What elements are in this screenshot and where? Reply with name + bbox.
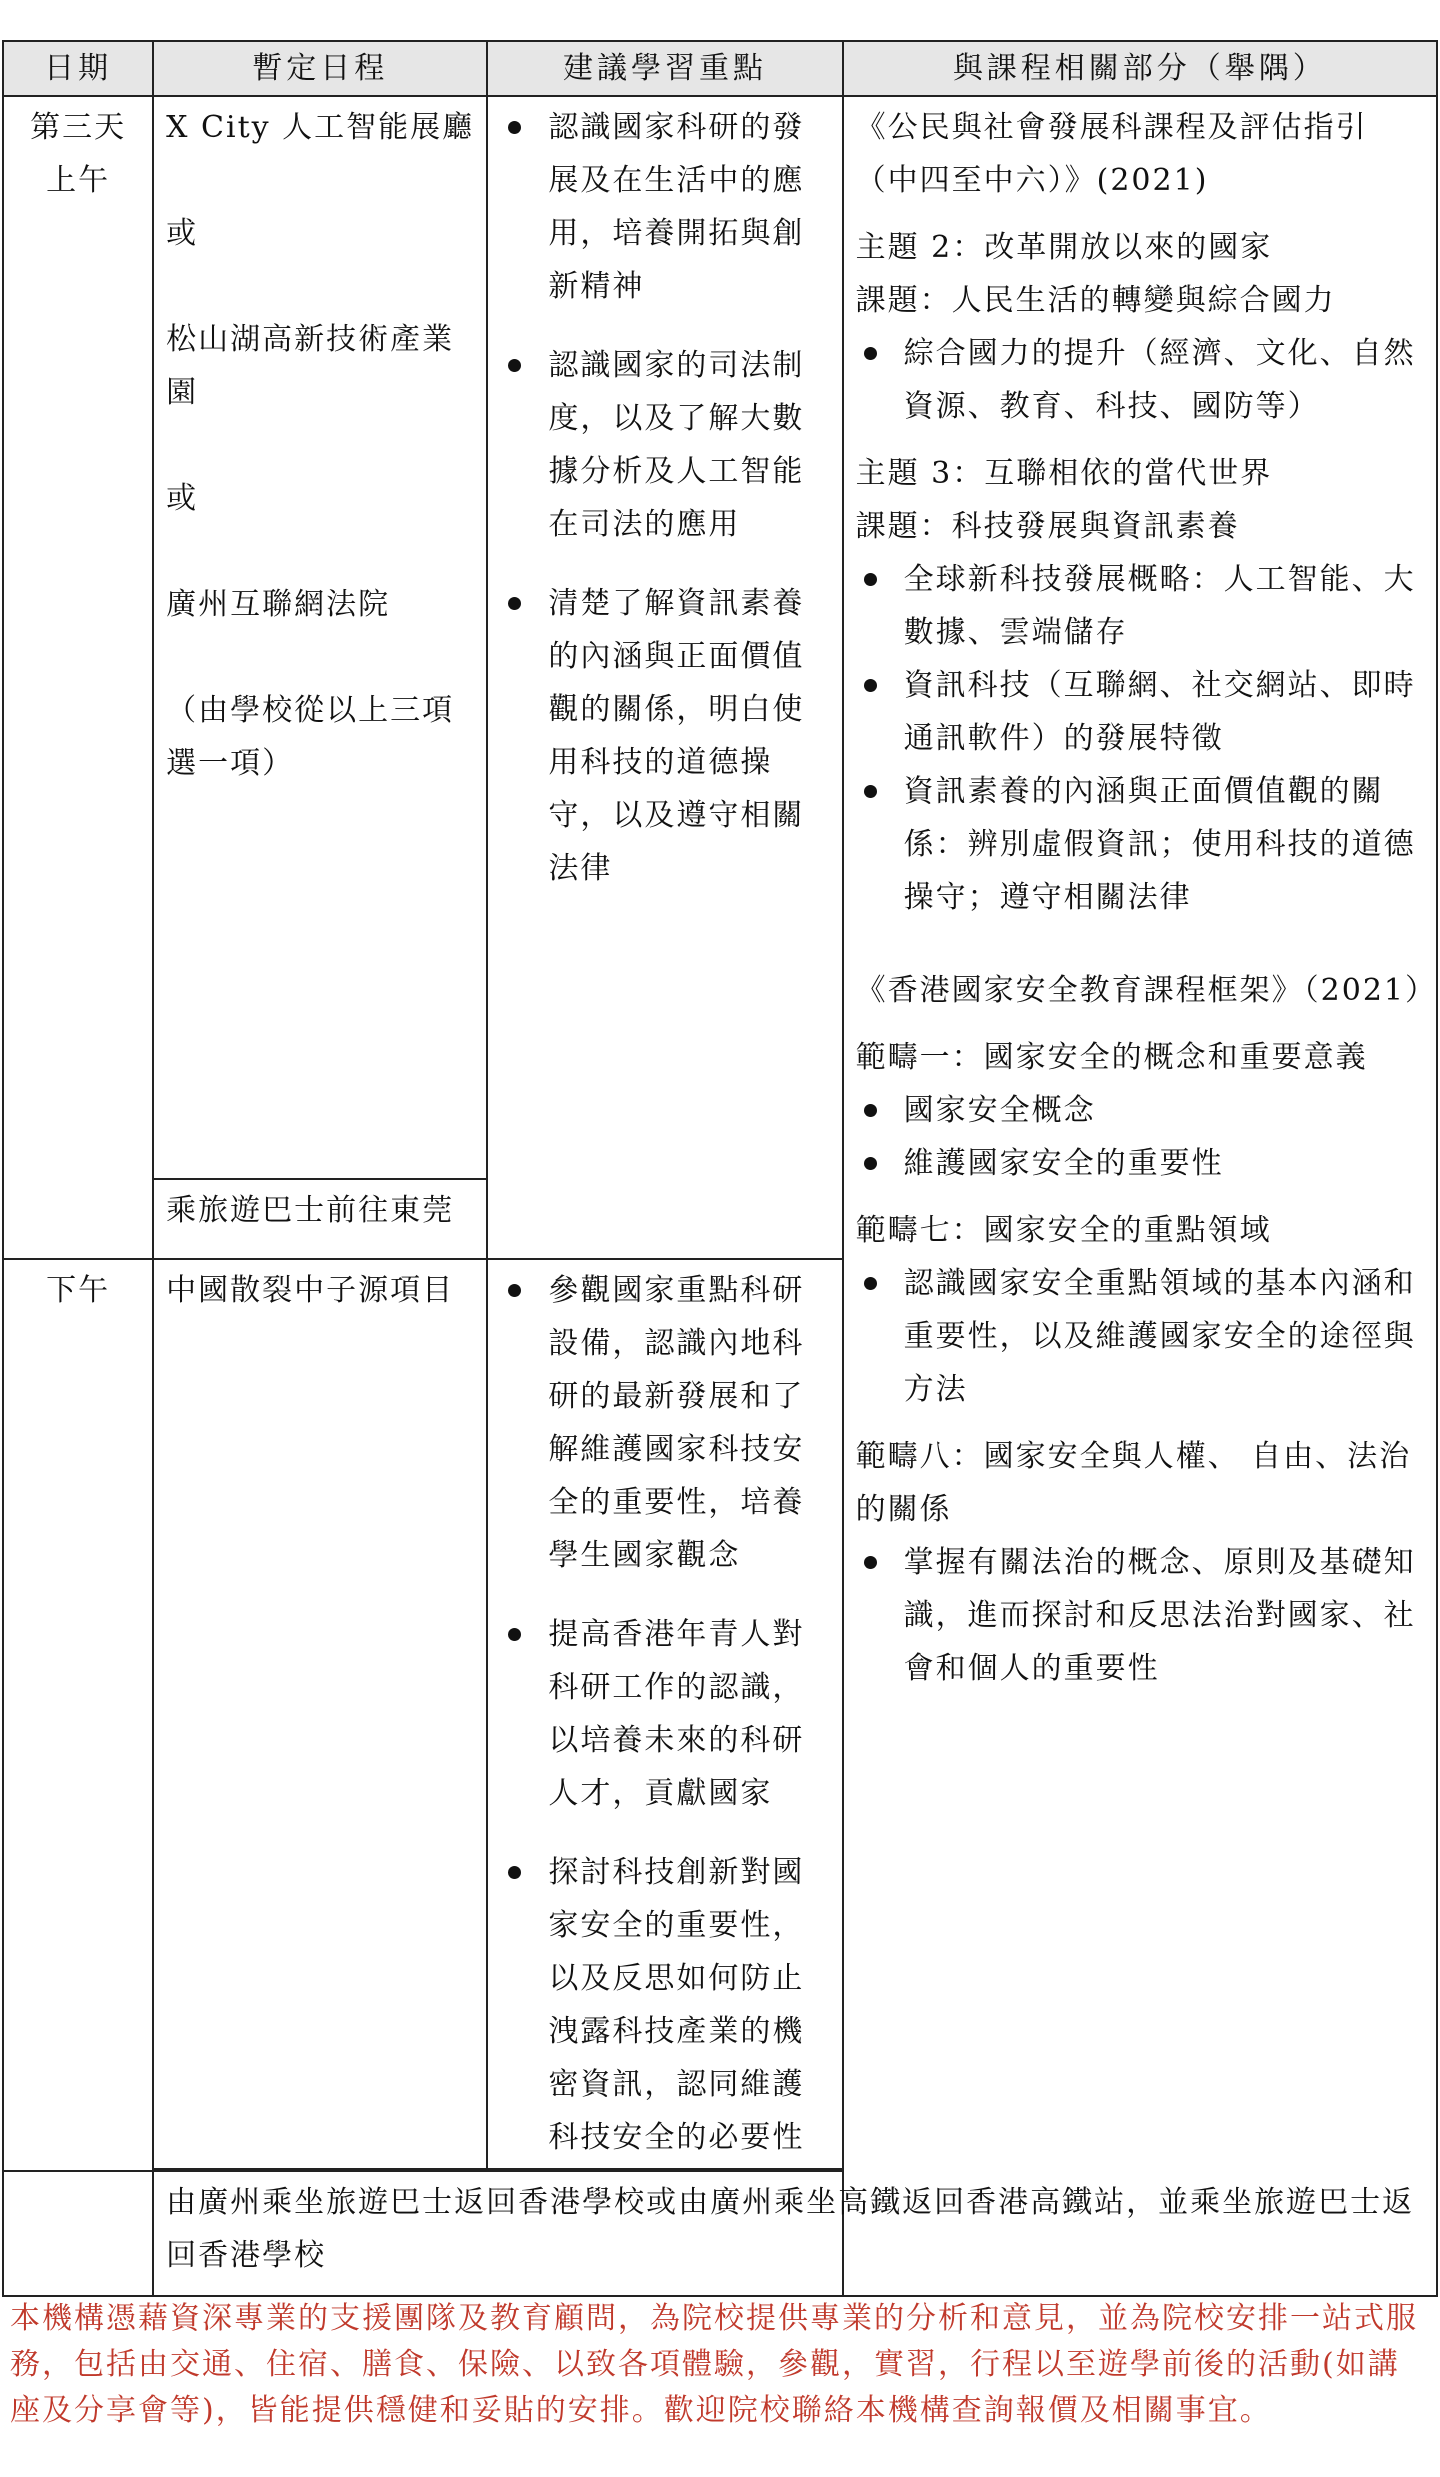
list-item: 資訊素養的內涵與正面價值觀的關係：辨別虛假資訊；使用科技的道德操守；遵守相關法律	[856, 765, 1424, 924]
list-item: 認識國家安全重點領域的基本內涵和重要性，以及維護國家安全的途徑與方法	[856, 1257, 1424, 1416]
cell-focus-morning	[487, 96, 842, 1259]
header-curriculum: 與課程相關部分（舉隅）	[843, 41, 1437, 96]
table-row-return	[3, 2171, 1437, 2296]
itinerary-table	[2, 40, 1438, 2297]
theme2-title: 主題 2：改革開放以來的國家	[855, 230, 1273, 265]
list-item: 提高香港年青人對科研工作的認識，以培養未來的科研人才，貢獻國家	[500, 1608, 829, 1820]
scope8-title: 範疇八：國家安全與人權、 自由、法治的關係	[855, 1439, 1412, 1527]
option-or-2: 或	[166, 481, 199, 516]
header-focus: 建議學習重點	[487, 41, 842, 96]
header-date: 日期	[3, 41, 153, 96]
list-item: 清楚了解資訊素養的內涵與正面價值觀的關係，明白使用科技的道德操守，以及遵守相關法律	[500, 577, 829, 895]
list-item: 綜合國力的提升（經濟、文化、自然資源、教育、科技、國防等）	[856, 327, 1424, 433]
date-day: 第三天	[30, 110, 127, 145]
scope7-title: 範疇七：國家安全的重點領域	[855, 1213, 1272, 1248]
theme2-topic: 課題：人民生活的轉變與綜合國力	[855, 283, 1336, 318]
footer-note: 本機構憑藉資深專業的支援團隊及教育顧問，為院校提供專業的分析和意見，並為院校安排一站式服務，包括由交通、住宿、膳食、保險、以致各項體驗，參觀，實習，行程以至遊學前後的活動(如講座及分享會等)，皆能提供穩健和妥貼的安排。歡迎院校聯絡本機構查詢報價及相關事宜。	[10, 2301, 1418, 2428]
option-or-1: 或	[166, 216, 199, 251]
option-internet-court: 廣州互聯網法院	[166, 587, 391, 622]
list-item: 維護國家安全的重要性	[856, 1137, 1424, 1190]
option-songshanhu: 松山湖高新技術產業園	[166, 322, 455, 410]
list-item: 資訊科技（互聯網、社交網站、即時通訊軟件）的發展特徵	[856, 659, 1424, 765]
cell-date-return	[3, 2171, 153, 2296]
theme3-topic: 課題：科技發展與資訊素養	[855, 509, 1240, 544]
morning-choice-note: （由學校從以上三項選一項）	[166, 693, 455, 781]
header-schedule: 暫定日程	[153, 41, 487, 96]
cell-curriculum	[843, 96, 1437, 2296]
list-item: 參觀國家重點科研設備，認識內地科研的最新發展和了解維護國家科技安全的重要性，培養學生國家觀念	[500, 1264, 829, 1582]
date-period-afternoon: 下午	[46, 1273, 111, 1308]
scope1-title: 範疇一：國家安全的概念和重要意義	[855, 1040, 1368, 1075]
curriculum-doc2-title: 《香港國家安全教育課程框架》（2021）	[855, 973, 1437, 1008]
cell-schedule-morning	[153, 96, 487, 1179]
cell-focus-afternoon	[487, 1259, 842, 2169]
list-item: 認識國家科研的發展及在生活中的應用，培養開拓與創新精神	[500, 101, 829, 313]
list-item: 掌握有關法治的概念、原則及基礎知識，進而探討和反思法治對國家、社會和個人的重要性	[856, 1536, 1424, 1695]
option-xcity: X City 人工智能展廳	[166, 110, 475, 145]
list-item: 探討科技創新對國家安全的重要性，以及反思如何防止洩露科技產業的機密資訊，認同維護科技安全的必要性	[500, 1846, 829, 2164]
curriculum-doc1-title: 《公民與社會發展科課程及評估指引（中四至中六）》(2021)	[855, 110, 1368, 198]
cell-transfer: 乘旅遊巴士前往東莞	[153, 1179, 487, 1259]
table-header-row	[3, 41, 1437, 96]
date-period-morning: 上午	[46, 163, 111, 198]
cell-date-afternoon	[3, 1259, 153, 2171]
cell-return: 由廣州乘坐旅遊巴士返回香港學校或由廣州乘坐高鐵返回香港高鐵站，並乘坐旅遊巴士返回香港學校	[153, 2171, 1437, 2296]
cell-date-morning	[3, 96, 153, 1259]
list-item: 全球新科技發展概略：人工智能、大數據、雲端儲存	[856, 553, 1424, 659]
cell-schedule-afternoon: 中國散裂中子源項目	[153, 1259, 487, 2169]
table-row-morning	[3, 96, 1437, 1179]
list-item: 認識國家的司法制度，以及了解大數據分析及人工智能在司法的應用	[500, 339, 829, 551]
list-item: 國家安全概念	[856, 1084, 1424, 1137]
theme3-title: 主題 3：互聯相依的當代世界	[855, 456, 1273, 491]
